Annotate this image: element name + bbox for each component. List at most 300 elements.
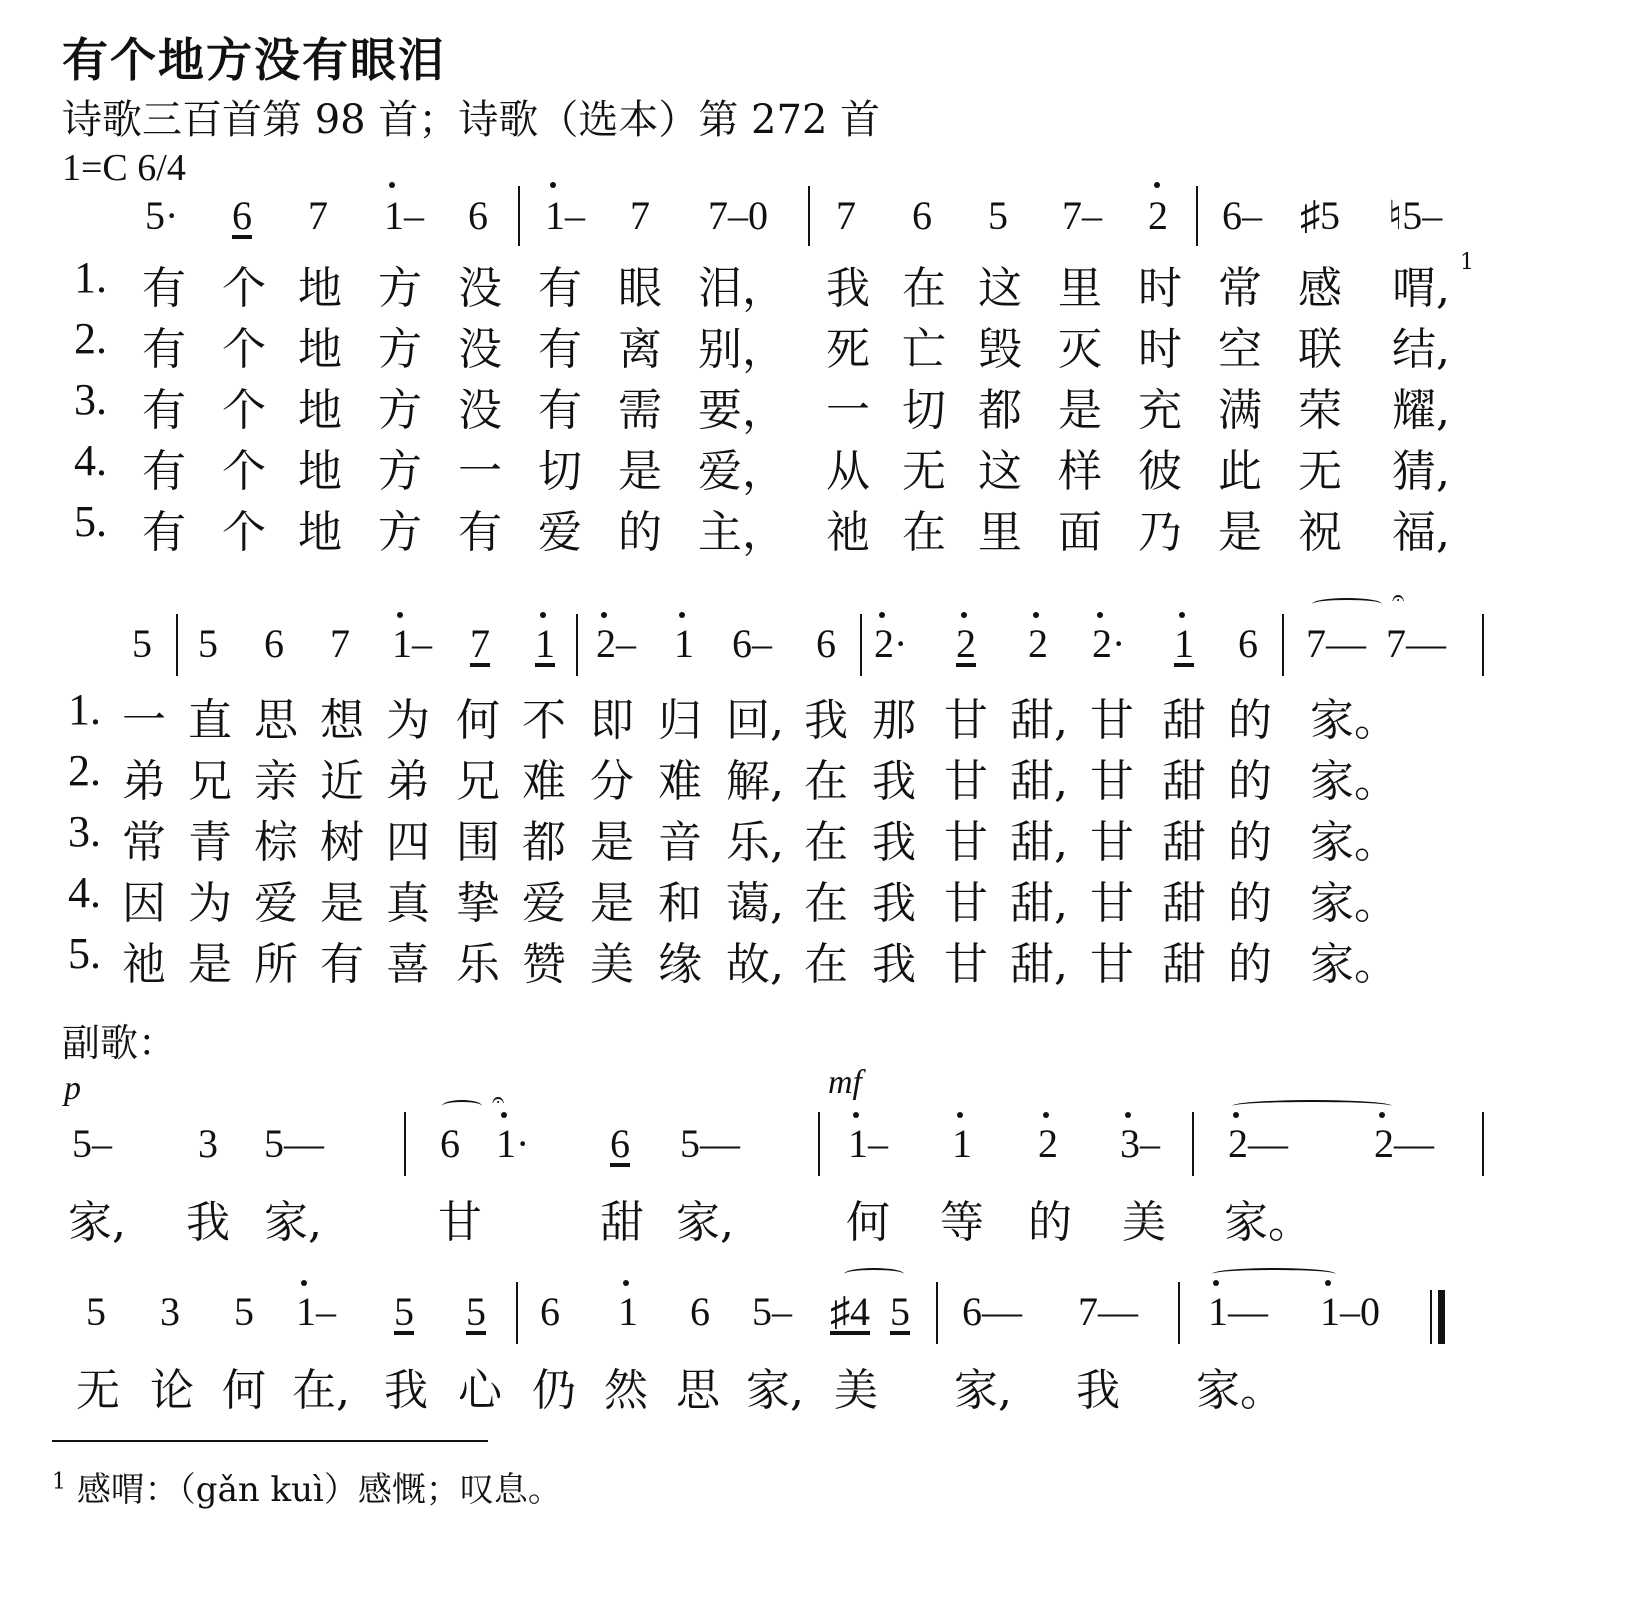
lyric: 祝: [1298, 507, 1342, 558]
footnote: [52, 1462, 562, 1511]
note: 3: [160, 1289, 180, 1334]
verse-number: 4.: [74, 436, 107, 485]
barline: [1282, 614, 1284, 676]
lyric: 美: [590, 939, 634, 990]
note: 6: [540, 1289, 560, 1334]
note: 6: [1238, 621, 1258, 666]
high-octave-dot: [550, 182, 556, 188]
footnote-reference: 1: [1460, 250, 1474, 275]
lyric: 方: [378, 446, 422, 497]
lyric: 解,: [726, 756, 784, 807]
dynamic-piano: p: [64, 1070, 81, 1107]
barline: [518, 186, 520, 246]
note: 5: [466, 1289, 486, 1334]
lyric: 眼: [618, 263, 662, 314]
lyric: 和: [658, 878, 702, 929]
lyric: 在: [902, 507, 946, 558]
lyric: 在: [902, 263, 946, 314]
barline: [576, 614, 578, 676]
lyric: 家,: [264, 1197, 322, 1248]
lyric: 音: [658, 817, 702, 868]
lyric: 赞: [522, 939, 566, 990]
lyric: 有: [458, 507, 502, 558]
lyric: 归: [658, 695, 702, 746]
chorus-label: 副歌：: [62, 1021, 177, 1065]
lyric: 的: [1028, 1197, 1072, 1248]
lyric: 近: [320, 756, 364, 807]
lyric: 甜,: [1010, 878, 1068, 929]
lyric: 猜,: [1392, 446, 1450, 497]
note: 1: [1174, 621, 1194, 666]
note: 6: [912, 193, 932, 238]
high-octave-dot: [301, 1280, 307, 1286]
lyric: 灭: [1058, 324, 1102, 375]
lyric: 甘: [944, 756, 988, 807]
lyric: 一: [122, 695, 166, 746]
high-octave-dot: [1379, 1112, 1385, 1118]
lyric: 家,: [746, 1365, 804, 1416]
lyric: 乃: [1138, 507, 1182, 558]
note: 1: [618, 1289, 638, 1334]
lyric: 家。: [1310, 695, 1398, 746]
lyric: 方: [378, 263, 422, 314]
lyric: 时: [1138, 263, 1182, 314]
tie: [1212, 1268, 1336, 1280]
note: 7–: [1062, 193, 1102, 238]
note: 7––: [1078, 1289, 1138, 1334]
lyric: 难: [522, 756, 566, 807]
lyric: 何: [846, 1197, 890, 1248]
barline: [860, 614, 862, 676]
note: 1–0: [1320, 1289, 1380, 1334]
lyric: 甘: [1090, 695, 1134, 746]
note: 6–: [1222, 193, 1262, 238]
lyric: 这: [978, 446, 1022, 497]
high-octave-dot: [623, 1280, 629, 1286]
lyric: 喟,: [1392, 263, 1450, 314]
note: 5––: [264, 1121, 324, 1166]
verse-number: 3.: [74, 375, 107, 424]
high-octave-dot: [961, 612, 967, 618]
note: 7––: [1386, 621, 1446, 666]
lyric: 喜: [386, 939, 430, 990]
high-octave-dot: [1179, 612, 1185, 618]
note: 1––: [1208, 1289, 1268, 1334]
lyric: 爱: [538, 507, 582, 558]
barline: [1482, 614, 1484, 676]
lyric: 青: [188, 817, 232, 868]
lyric: 在: [804, 939, 848, 990]
lyric: 常: [122, 817, 166, 868]
lyric: 没: [458, 324, 502, 375]
lyric: 都: [522, 817, 566, 868]
lyric: 的: [1228, 878, 1272, 929]
lyric: 泪，: [698, 263, 786, 314]
lyric: 挚: [456, 878, 500, 929]
lyric: 我: [1076, 1365, 1120, 1416]
note: 7: [630, 193, 650, 238]
note: 6–: [732, 621, 772, 666]
lyric: 美: [834, 1365, 878, 1416]
note: 5–: [72, 1121, 112, 1166]
note: 1–: [392, 621, 432, 666]
high-octave-dot: [540, 612, 546, 618]
note: 3–: [1120, 1121, 1160, 1166]
note: 2: [1148, 193, 1168, 238]
lyric: 地: [298, 324, 342, 375]
lyric: 甘: [438, 1197, 482, 1248]
note: 7: [470, 621, 490, 666]
lyric: 家,: [68, 1197, 126, 1248]
high-octave-dot: [397, 612, 403, 618]
lyric: 何: [222, 1365, 266, 1416]
lyric: 的: [1228, 939, 1272, 990]
note: 1: [674, 621, 694, 666]
fermata-icon: 𝄐: [1392, 586, 1405, 611]
lyric: 论: [150, 1365, 194, 1416]
lyric: 仍: [532, 1365, 576, 1416]
lyric: 分: [590, 756, 634, 807]
note: 1–: [296, 1289, 336, 1334]
lyric: 一: [826, 385, 870, 436]
barline: [1192, 1112, 1194, 1176]
note: 5: [234, 1289, 254, 1334]
note: 6: [232, 193, 252, 238]
high-octave-dot: [679, 612, 685, 618]
high-octave-dot: [601, 612, 607, 618]
lyric: 有: [142, 324, 186, 375]
lyric: 甜,: [1010, 817, 1068, 868]
lyric: 在,: [292, 1365, 350, 1416]
lyric: 家。: [1310, 939, 1398, 990]
note: 1–: [848, 1121, 888, 1166]
lyric: 爱: [522, 878, 566, 929]
lyric: 为: [188, 878, 232, 929]
note: 2·: [874, 621, 908, 666]
lyric: 方: [378, 385, 422, 436]
lyric: 有: [142, 385, 186, 436]
lyric: 死: [826, 324, 870, 375]
note: 1: [535, 621, 555, 666]
lyric: 乐,: [726, 817, 784, 868]
lyric: 真: [386, 878, 430, 929]
verse-number: 5.: [74, 497, 107, 546]
note: 5: [890, 1289, 910, 1334]
lyric: 里: [1058, 263, 1102, 314]
lyric: 思: [676, 1365, 720, 1416]
lyric: 地: [298, 446, 342, 497]
lyric: 祂: [826, 507, 870, 558]
lyric: 弟: [386, 756, 430, 807]
lyric: 我: [804, 695, 848, 746]
lyric: 甘: [944, 939, 988, 990]
lyric: 充: [1138, 385, 1182, 436]
note: 5: [198, 621, 218, 666]
lyric: 结,: [1392, 324, 1450, 375]
note: 6––: [962, 1289, 1022, 1334]
lyric: 在: [804, 817, 848, 868]
lyric: 满: [1218, 385, 1262, 436]
lyric: 主，: [698, 507, 786, 558]
lyric: 切: [902, 385, 946, 436]
lyric: 样: [1058, 446, 1102, 497]
lyric: 的: [1228, 817, 1272, 868]
footnote-text: 感喟：（gǎn kuì）感慨；叹息。: [76, 1470, 562, 1510]
lyric: 没: [458, 385, 502, 436]
lyric: 甜: [1162, 756, 1206, 807]
lyric: 棕: [254, 817, 298, 868]
lyric: 直: [188, 695, 232, 746]
lyric: 等: [940, 1197, 984, 1248]
note: ♮5–: [1388, 193, 1443, 238]
barline: [936, 1282, 938, 1344]
lyric: 耀,: [1392, 385, 1450, 436]
note: 6: [610, 1121, 630, 1166]
lyric: 思: [254, 695, 298, 746]
verse-number: 2.: [68, 746, 101, 795]
note: 5·: [145, 193, 179, 238]
note: 1–: [384, 193, 424, 238]
lyric: 家,: [676, 1197, 734, 1248]
note: 5: [132, 621, 152, 666]
note: 1–: [545, 193, 585, 238]
footnote-rule: [52, 1440, 488, 1442]
key-signature: 1=C 6/4: [62, 147, 186, 189]
lyric: 都: [978, 385, 1022, 436]
lyric: 美: [1122, 1197, 1166, 1248]
lyric: 是: [1218, 507, 1262, 558]
lyric: 需: [618, 385, 662, 436]
lyric: 荣: [1298, 385, 1342, 436]
lyric: 想: [320, 695, 364, 746]
final-barline-thick: [1438, 1290, 1445, 1344]
lyric: 甜,: [1010, 939, 1068, 990]
note: 7––: [1306, 621, 1366, 666]
verse-number: 4.: [68, 868, 101, 917]
lyric: 不: [522, 695, 566, 746]
footnote-mark: 1: [52, 1469, 66, 1495]
lyric: 有: [142, 446, 186, 497]
high-octave-dot: [1325, 1280, 1331, 1286]
lyric: 蔼,: [726, 878, 784, 929]
lyric: 甘: [1090, 878, 1134, 929]
note: 5: [394, 1289, 414, 1334]
lyric: 我: [826, 263, 870, 314]
note: ♯4: [830, 1289, 870, 1334]
lyric: 感: [1298, 263, 1342, 314]
lyric: 为: [386, 695, 430, 746]
high-octave-dot: [1097, 612, 1103, 618]
barline: [1196, 186, 1198, 246]
note: 2––: [1228, 1121, 1288, 1166]
lyric: 有: [538, 324, 582, 375]
lyric: 何: [456, 695, 500, 746]
lyric: 是: [590, 878, 634, 929]
lyric: 方: [378, 324, 422, 375]
note: 2·: [1092, 621, 1126, 666]
lyric: 甘: [944, 817, 988, 868]
lyric: 有: [320, 939, 364, 990]
lyric: 没: [458, 263, 502, 314]
lyric: 乐: [456, 939, 500, 990]
lyric: 是: [1058, 385, 1102, 436]
barline: [818, 1112, 820, 1176]
barline: [1482, 1112, 1484, 1176]
lyric: 个: [222, 446, 266, 497]
lyric: 地: [298, 385, 342, 436]
lyric: 然: [604, 1365, 648, 1416]
lyric: 甘: [1090, 756, 1134, 807]
fermata-icon: 𝄐: [492, 1088, 505, 1113]
lyric: 兄: [188, 756, 232, 807]
lyric: 祂: [122, 939, 166, 990]
note: 6: [690, 1289, 710, 1334]
lyric: 难: [658, 756, 702, 807]
lyric: 个: [222, 263, 266, 314]
tie: [442, 1100, 482, 1112]
note: 6: [440, 1121, 460, 1166]
high-octave-dot: [1125, 1112, 1131, 1118]
lyric: 有: [142, 263, 186, 314]
lyric: 心: [458, 1365, 502, 1416]
lyric: 要，: [698, 385, 786, 436]
lyric: 有: [538, 263, 582, 314]
high-octave-dot: [853, 1112, 859, 1118]
note: 2: [956, 621, 976, 666]
note: 3: [198, 1121, 218, 1166]
lyric: 福,: [1392, 507, 1450, 558]
lyric: 毁: [978, 324, 1022, 375]
lyric: 离: [618, 324, 662, 375]
dynamic-mezzo-forte: mf: [828, 1064, 862, 1101]
note: 5: [86, 1289, 106, 1334]
barline: [516, 1282, 518, 1344]
lyric: 切: [538, 446, 582, 497]
high-octave-dot: [879, 612, 885, 618]
high-octave-dot: [1043, 1112, 1049, 1118]
lyric: 所: [254, 939, 298, 990]
lyric: 我: [186, 1197, 230, 1248]
lyric: 那: [872, 695, 916, 746]
barline: [404, 1112, 406, 1176]
high-octave-dot: [1213, 1280, 1219, 1286]
lyric: 里: [978, 507, 1022, 558]
lyric: 彼: [1138, 446, 1182, 497]
hymn-reference: 诗歌三百首第 98 首；诗歌（选本）第 272 首: [62, 97, 881, 143]
lyric: 家,: [954, 1365, 1012, 1416]
page-title: 有个地方没有眼泪: [62, 33, 446, 87]
lyric: 面: [1058, 507, 1102, 558]
note: 2: [1028, 621, 1048, 666]
lyric: 在: [804, 756, 848, 807]
lyric: 因: [122, 878, 166, 929]
lyric: 这: [978, 263, 1022, 314]
lyric: 甘: [1090, 817, 1134, 868]
lyric: 的: [1228, 756, 1272, 807]
lyric: 家。: [1196, 1365, 1284, 1416]
lyric: 是: [188, 939, 232, 990]
lyric: 联: [1298, 324, 1342, 375]
note: 6: [468, 193, 488, 238]
lyric: 甜: [600, 1197, 644, 1248]
lyric: 甘: [944, 695, 988, 746]
lyric: 甘: [1090, 939, 1134, 990]
lyric: 兄: [456, 756, 500, 807]
lyric: 我: [384, 1365, 428, 1416]
note: 1·: [496, 1121, 530, 1166]
lyric: 是: [590, 817, 634, 868]
lyric: 爱: [254, 878, 298, 929]
note: 6: [264, 621, 284, 666]
verse-number: 1.: [68, 685, 101, 734]
lyric: 我: [872, 817, 916, 868]
lyric: 缘: [658, 939, 702, 990]
lyric: 在: [804, 878, 848, 929]
verse-number: 1.: [74, 253, 107, 302]
lyric: 无: [1298, 446, 1342, 497]
lyric: 故,: [726, 939, 784, 990]
lyric: 是: [320, 878, 364, 929]
lyric: 个: [222, 385, 266, 436]
lyric: 我: [872, 939, 916, 990]
lyric: 弟: [122, 756, 166, 807]
note: 7–0: [708, 193, 768, 238]
lyric: 甜,: [1010, 756, 1068, 807]
verse-number: 2.: [74, 314, 107, 363]
barline: [176, 614, 178, 676]
tie: [1232, 1100, 1392, 1112]
lyric: 别，: [698, 324, 786, 375]
lyric: 的: [1228, 695, 1272, 746]
lyric: 家。: [1310, 817, 1398, 868]
lyric: 甜: [1162, 878, 1206, 929]
lyric: 的: [618, 507, 662, 558]
lyric: 时: [1138, 324, 1182, 375]
note: 7: [836, 193, 856, 238]
lyric: 家。: [1224, 1197, 1312, 1248]
note: ♯5: [1300, 193, 1340, 238]
lyric: 围: [456, 817, 500, 868]
lyric: 个: [222, 324, 266, 375]
high-octave-dot: [389, 182, 395, 188]
lyric: 树: [320, 817, 364, 868]
note: 1: [952, 1121, 972, 1166]
lyric: 家。: [1310, 878, 1398, 929]
lyric: 甘: [944, 878, 988, 929]
lyric: 个: [222, 507, 266, 558]
lyric: 地: [298, 263, 342, 314]
verse-number: 3.: [68, 807, 101, 856]
lyric: 亲: [254, 756, 298, 807]
lyric: 四: [386, 817, 430, 868]
lyric: 方: [378, 507, 422, 558]
note: 6: [816, 621, 836, 666]
note: 5––: [680, 1121, 740, 1166]
high-octave-dot: [1033, 612, 1039, 618]
lyric: 甜: [1162, 817, 1206, 868]
verse-number: 5.: [68, 929, 101, 978]
lyric: 地: [298, 507, 342, 558]
barline: [808, 186, 810, 246]
lyric: 家。: [1310, 756, 1398, 807]
tie: [844, 1268, 904, 1280]
lyric: 有: [142, 507, 186, 558]
final-barline-thin: [1430, 1290, 1432, 1344]
lyric: 甜: [1162, 939, 1206, 990]
lyric: 甜,: [1010, 695, 1068, 746]
lyric: 空: [1218, 324, 1262, 375]
high-octave-dot: [1233, 1112, 1239, 1118]
